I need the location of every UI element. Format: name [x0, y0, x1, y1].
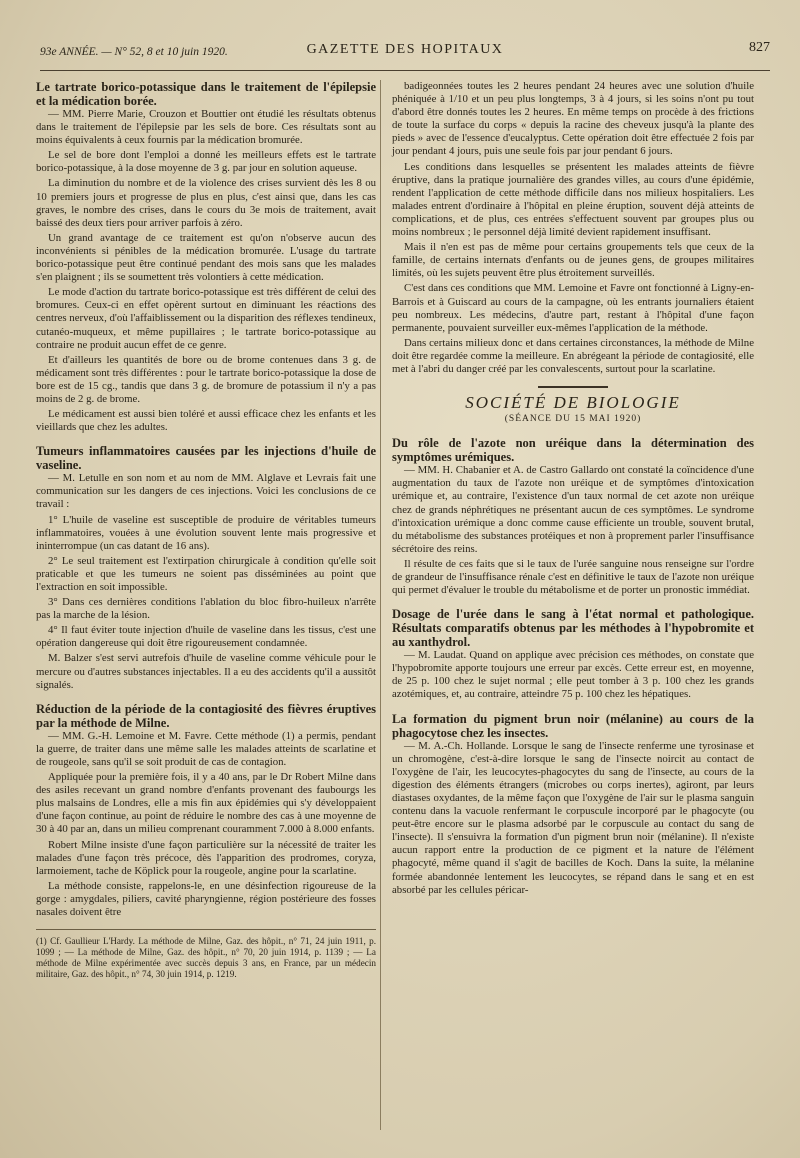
article-title: Le tartrate borico-potassique dans le traitement de l'épilepsie et la médication borée.	[36, 80, 376, 108]
paragraph: — M. Letulle en son nom et au nom de MM. Alglave et Levrais fait une communication sur les dangers de ces injections. Voici les conclusions de ce travail :	[36, 472, 376, 511]
society-heading: SOCIÉTÉ DE BIOLOGIE	[465, 393, 681, 413]
paragraph: 3° Dans ces dernières conditions l'ablation du bloc fibro-huileux n'arrête pas la marche de la lésion.	[36, 596, 376, 622]
article-title: Dosage de l'urée dans le sang à l'état normal et pathologique. Résultats comparatifs obtenus par les méthodes à l'hypobromite et au xanthydrol.	[392, 607, 754, 650]
article-title: Tumeurs inflammatoires causées par les injections d'huile de vaseline.	[36, 444, 376, 473]
paragraph: La méthode consiste, rappelons-le, en une désinfection rigoureuse de la gorge : amygdales, piliers, cavité pharyngienne, région postérieure des fosses nasales doivent être	[36, 879, 376, 918]
article-title: La formation du pigment brun noir (mélanine) au cours de la phagocytose chez les insectes.	[392, 711, 754, 740]
paragraph: — M. A.-Ch. Hollande. Lorsque le sang de l'insecte renferme une tyrosinase et un chromogène, c'est-à-dire lorsque le sang de l'insecte noircit au contact de l'oxygène de l'air, les leucocytes-phagocytes du sang de l'insecte, au cours de la digestion des éléments étrangers (microbes ou corps inertes), agiront, par leurs diastases oxydantes, de la même façon que l'oxygène de l'air sur le plasma sanguin contenu dans la vacuole renfermant le corpuscule incorporé par le phagocyte (ou peut-être encore sur le plasma adsorbé par le corpuscule au contact du sang de l'insecte). Il s'ensuivra la formation d'un pigment brun noir (mélanine). Il n'existe aucun rapport entre la production de ce pigment et la nature de l'élément phagocyté, même quand il s'agit de bacilles de Koch. Dans la suite, la mélanine formée abandonnée lentement les leucocytes, se répand dans le sang et en est absorbé par les cellules péricar-	[392, 739, 754, 896]
left-column	[36, 80, 376, 980]
paragraph: Le médicament est aussi bien toléré et aussi efficace chez les enfants et les vieillards que chez les adultes.	[36, 408, 376, 434]
paragraph: Dans certains milieux donc et dans certaines circonstances, la méthode de Milne doit être regardée comme la meilleure. En abrégeant la période de contagiosité, elle met à l'abri du danger créé par les convalescents, surtout pour la scarlatine.	[392, 336, 754, 375]
paragraph: Mais il n'en est pas de même pour certains groupements tels que ceux de la famille, de certains internats d'enfants ou de jeunes gens, de groupes militaires limités, où les sujets peuvent être plus étroitement surveillés.	[392, 241, 754, 280]
paragraph: 2° Le seul traitement est l'extirpation chirurgicale à condition qu'elle soit praticable et que les tumeurs ne soient pas disséminées au point que l'extraction en soit impossible.	[36, 554, 376, 593]
issue-info: 93e ANNÉE. — N° 52, 8 et 10 juin 1920.	[40, 46, 228, 58]
section-separator	[538, 386, 608, 388]
right-column	[392, 80, 754, 899]
paragraph: Les conditions dans lesquelles se présentent les malades atteints de fièvre éruptive, dans la pratique journalière des grandes villes, au cours d'une épidémie, rendent l'application de cette méthode difficile dans nos milieux hospitaliers. Les malades entrent d'ordinaire à l'hôpital en pleine éruption, souvent déjà atteints de complications, et de plus, ces entrées s'effectuent souvent par groupes plus ou moins nombreux ; le personnel déjà limité devient rapidement insuffisant.	[392, 160, 754, 239]
paragraph: Le mode d'action du tartrate borico-potassique est très différent de celui des bromures. Ceux-ci en effet opèrent surtout en diminuant les réactions des centres nerveux, d'où l'affaiblissement ou la disparition des réflexes tendineux, cutanéo-muqueux, et même pupillaires ; le tartrate borico-potassique au contraire ne produit aucun effet de ce genre.	[36, 286, 376, 351]
paragraph: Et d'ailleurs les quantités de bore ou de brome contenues dans 3 g. de médicament sont très différentes : pour le tartrate borico-potassique la dose de bore est de 15 cg., tandis que dans 3 g. de bromure de potassium il n'y a pas moins de 2 g. de brome.	[36, 353, 376, 405]
article-title: Réduction de la période de la contagiosité des fièvres éruptives par la méthode de Milne.	[36, 701, 376, 730]
footnote: (1) Cf. Gaullieur L'Hardy. La méthode de Milne, Gaz. des hôpit., n° 71, 24 juin 1911, p. 1099 ; — La méthode de Milne, Gaz. des hôpit., n° 70, 20 juin 1914, p. 1139 ; — La méthode de Milne expérimentée avec succès depuis 3 ans, en France, par un médecin militaire, Gaz. des hôpit., n° 74, 30 juin 1914, p. 1219.	[36, 929, 376, 980]
paragraph: — MM. H. Chabanier et A. de Castro Gallardo ont constaté la coïncidence d'une augmentation du taux de l'azote non uréique et de symptômes d'intoxication urémique et, au contraire, l'existence d'un taux normal de cet azote non uréique chez de grands néphrétiques ne présentant aucun de ces symptômes. Le syndrome d'intoxication urémique a donc comme cause efficiente un trouble, souvent brutal, du métabolisme des substances protéiques et non à proprement parler l'insuffisance sécrétoire des reins.	[392, 464, 754, 555]
article-title: Du rôle de l'azote non uréique dans la détermination des symptômes urémiques.	[392, 436, 754, 465]
paragraph: badigeonnées toutes les 2 heures pendant 24 heures avec une solution d'huile phéniquée à 1/10 et un peu plus longtemps, 3 à 4 jours, si les soins n'ont pu tout d'abord être donnés toutes les 2 heures. En même temps on procède à des frictions de toute la surface du corps « depuis la racine des cheveux jusqu'à la plante des pieds » avec de l'essence d'eucalyptus. Cette opération doit être effectuée 2 fois par jour pendant 4 jours, puis une seule fois par jour pendant 6 jours.	[392, 80, 754, 158]
page-header	[40, 40, 770, 64]
paragraph: Un grand avantage de ce traitement est qu'on n'observe aucun des inconvénients si pénibles de la médication bromurée. L'usage du tartrate borico-potassique peut être continué pendant des mois sans que les malades s'en plaignent ; ils se soumettent très volontiers à cette médication.	[36, 231, 376, 284]
session-date: (SÉANCE DU 15 MAI 1920)	[504, 414, 642, 425]
paragraph: — MM. G.-H. Lemoine et M. Favre. Cette méthode (1) a permis, pendant la guerre, de traiter dans une même salle les malades atteints de scarlatine et de rougeole, sans qu'il se soit produit de cas de contagion.	[36, 729, 376, 768]
paragraph: Il résulte de ces faits que si le taux de l'urée sanguine nous renseigne sur l'ordre de grandeur de l'insuffisance rénale c'est en définitive le taux de l'azote non uréique qui permet d'évaluer le trouble du métabolisme et de porter un pronostic immédiat.	[392, 557, 754, 597]
paragraph: 1° L'huile de vaseline est susceptible de produire de véritables tumeurs inflammatoires, vouées à une évolution souvent lente mais progressive et ininterrompue (un cas datant de 16 ans).	[36, 513, 376, 552]
paragraph: Le sel de bore dont l'emploi a donné les meilleurs effets est le tartrate borico-potassique, à la dose moyenne de 3 g. par jour en solution aqueuse.	[36, 149, 376, 175]
paragraph: — M. Laudat. Quand on applique avec précision ces méthodes, on constate que l'hypobromite apporte toujours une erreur par excès. Cette erreur est, en moyenne, de 25 p. 100 chez le sujet normal ; elle peut tomber à 3 p. 100 chez les grands azotémiques, et, au contraire, atteindre 75 p. 100 chez les hépatiques.	[392, 649, 754, 701]
paragraph: — MM. Pierre Marie, Crouzon et Bouttier ont étudié les résultats obtenus dans le traitement de l'épilepsie par les sels de bore. Ces résultats sont au moins équivalents à ceux fournis par la médication bromurée.	[36, 108, 376, 147]
page-number: 827	[749, 40, 770, 55]
column-divider	[380, 80, 381, 1130]
paragraph: La diminution du nombre et de la violence des crises survient dès les 8 ou 10 premiers jours et progresse de plus en plus, c'est ainsi que, dans les cas graves, le nombre des crises, dans le cours du 3e mois de traitement, avait baissé des deux tiers pour arriver parfois à zéro.	[36, 177, 376, 229]
journal-title: GAZETTE DES HOPITAUX	[306, 42, 504, 57]
paragraph: M. Balzer s'est servi autrefois d'huile de vaseline comme véhicule pour le mercure ou d'autres substances injectables. Il a eu des accidents qu'il a aussitôt signalés.	[36, 652, 376, 691]
header-rule	[40, 70, 770, 71]
paragraph: Robert Milne insiste d'une façon particulière sur la nécessité de traiter les malades d'une façon très précoce, dès l'apparition des prodromes, coryza, larmoiement, tache de Köplick pour la rougeole, angine pour la scarlatine.	[36, 838, 376, 877]
paragraph: C'est dans ces conditions que MM. Lemoine et Favre ont fonctionné à Ligny-en-Barrois et à Guiscard au cours de la campagne, où les entrants journaliers étaient peu nombreux. Les médecins, d'autre part, restant à l'hôpital d'une façon permanente, pouvaient surveiller eux-mêmes l'application de la méthode.	[392, 282, 754, 334]
paragraph: 4° Il faut éviter toute injection d'huile de vaseline dans les tissus, c'est une opération dangereuse qui doit être rigoureusement condamnée.	[36, 624, 376, 650]
paragraph: Appliquée pour la première fois, il y a 40 ans, par le Dr Robert Milne dans des asiles recevant un grand nombre d'enfants provenant des faubourgs les plus malsains de Londres, elle a mis fin aux épidémies qui s'y développaient d'une façon continue, au point de réduire le nombre des cas à une moyenne de 30 à 40 par an, dans un milieu comprenant couramment 7.000 à 8.000 enfants.	[36, 771, 376, 836]
